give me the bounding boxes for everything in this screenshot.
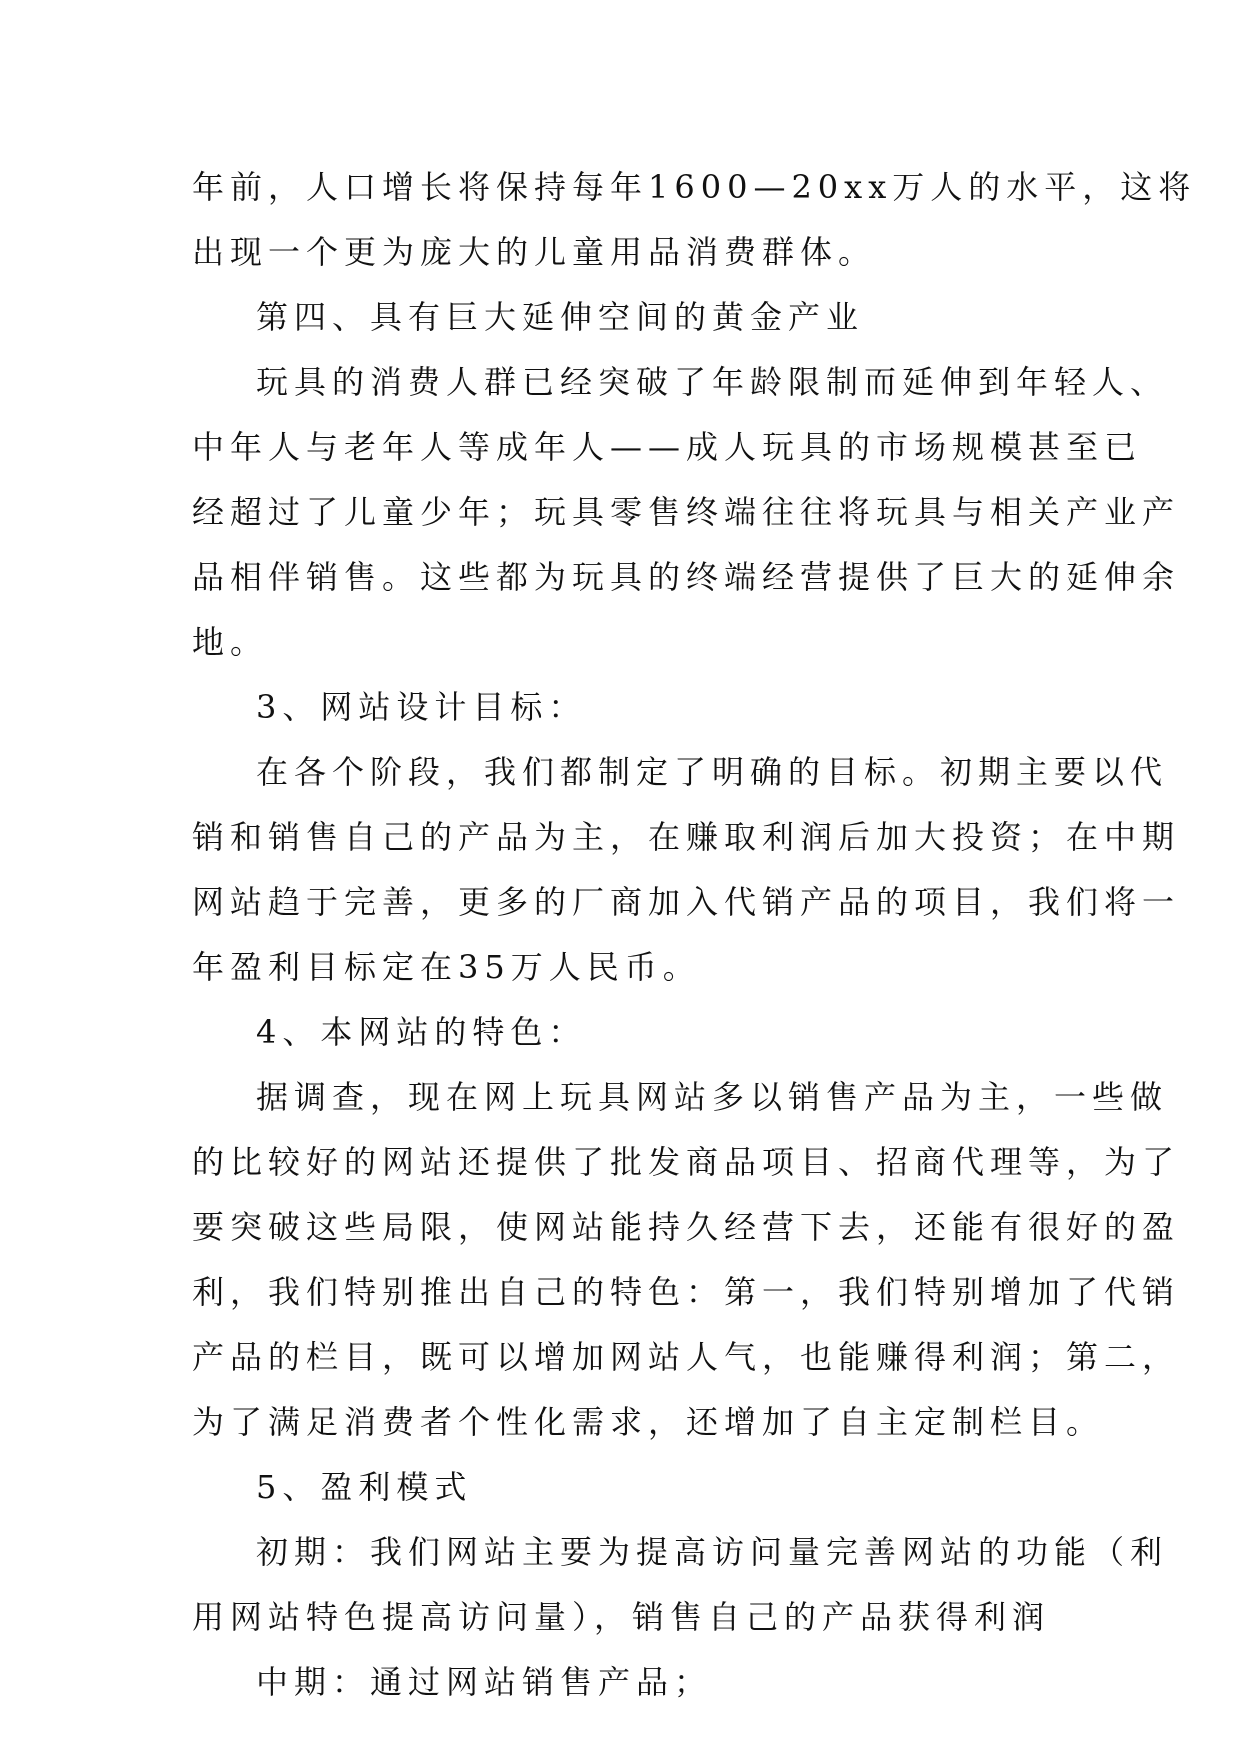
- paragraph-line: 销和销售自己的产品为主，在赚取利润后加大投资；在中期: [192, 818, 1181, 856]
- paragraph-line: 中年人与老年人等成年人——成人玩具的市场规模甚至已: [192, 428, 1143, 466]
- section-heading: 3、网站设计目标：: [256, 688, 587, 726]
- paragraph-line: 在各个阶段，我们都制定了明确的目标。初期主要以代: [256, 753, 1169, 791]
- paragraph-line: 年前，人口增长将保持每年1600—20xx万人的水平，这将: [192, 168, 1197, 206]
- paragraph-line: 为了满足消费者个性化需求，还增加了自主定制栏目。: [192, 1403, 1105, 1441]
- paragraph-line: 据调查，现在网上玩具网站多以销售产品为主，一些做: [256, 1078, 1169, 1116]
- paragraph-line: 利，我们特别推出自己的特色：第一，我们特别增加了代销: [192, 1273, 1181, 1311]
- document-body: [192, 155, 1197, 1715]
- section-heading: 第四、具有巨大延伸空间的黄金产业: [256, 298, 865, 336]
- paragraph-line: 初期：我们网站主要为提高访问量完善网站的功能（利: [256, 1533, 1169, 1571]
- paragraph-line: 的比较好的网站还提供了批发商品项目、招商代理等，为了: [192, 1143, 1181, 1181]
- section-heading: 4、本网站的特色：: [256, 1013, 587, 1051]
- paragraph-line: 地。: [192, 623, 269, 661]
- section-heading: 5、盈利模式: [256, 1468, 473, 1506]
- paragraph-line: 用网站特色提高访问量），销售自己的产品获得利润: [192, 1598, 1051, 1636]
- paragraph-line: 产品的栏目，既可以增加网站人气，也能赚得利润；第二，: [192, 1338, 1181, 1376]
- paragraph-line: 玩具的消费人群已经突破了年龄限制而延伸到年轻人、: [256, 363, 1169, 401]
- paragraph-line: 经超过了儿童少年；玩具零售终端往往将玩具与相关产业产: [192, 493, 1181, 531]
- paragraph-line: 年盈利目标定在35万人民币。: [192, 948, 701, 986]
- paragraph-line: 网站趋于完善，更多的厂商加入代销产品的项目，我们将一: [192, 883, 1181, 921]
- paragraph-line: 中期：通过网站销售产品；: [256, 1663, 713, 1701]
- paragraph-line: 要突破这些局限，使网站能持久经营下去，还能有很好的盈: [192, 1208, 1181, 1246]
- paragraph-line: 出现一个更为庞大的儿童用品消费群体。: [192, 233, 877, 271]
- paragraph-line: 品相伴销售。这些都为玩具的终端经营提供了巨大的延伸余: [192, 558, 1181, 596]
